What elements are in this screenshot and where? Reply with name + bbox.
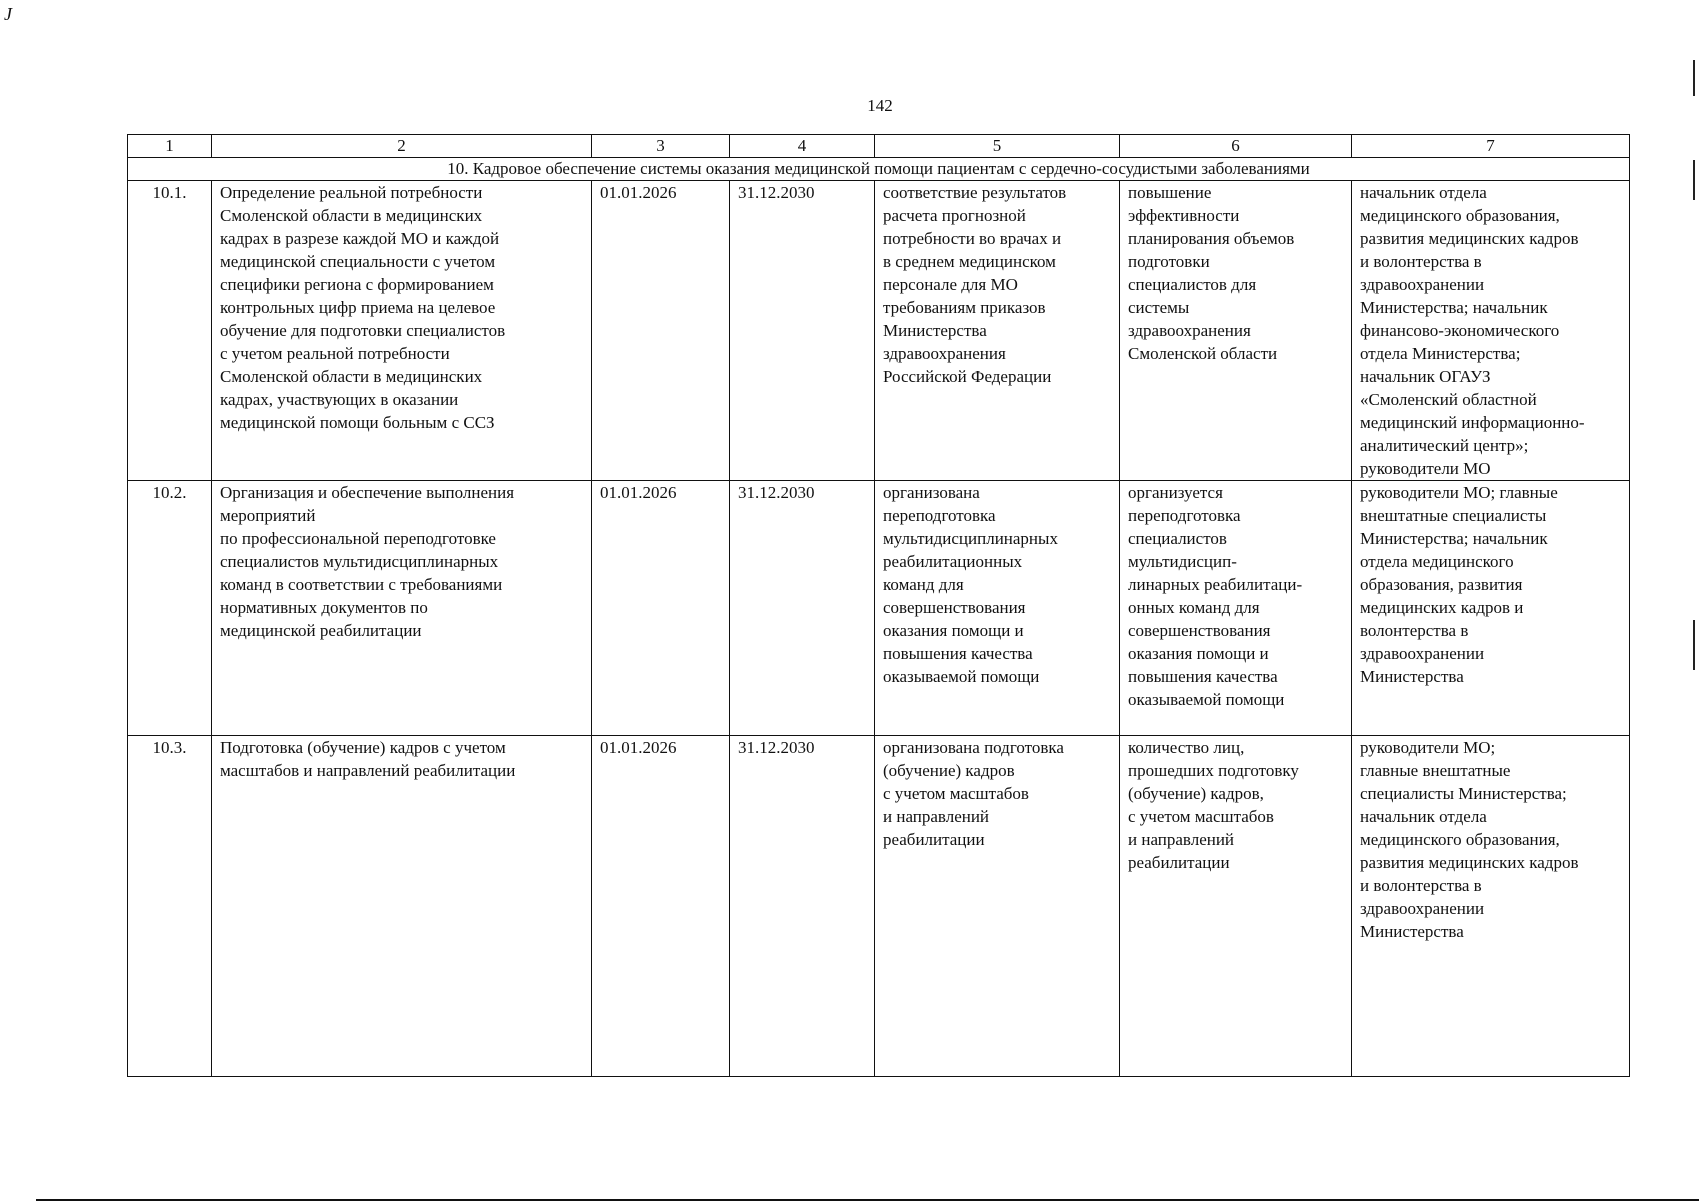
- corner-mark: J: [4, 4, 12, 24]
- activity-cell: Подготовка (обучение) кадров с учетом масштабов и направлений реабилитации: [212, 736, 592, 1077]
- table-row: [128, 181, 1630, 481]
- end-date-cell: 31.12.2030: [730, 481, 875, 736]
- edge-mark-top: [1693, 60, 1695, 96]
- section-row: [128, 158, 1630, 181]
- column-number: 1: [128, 135, 212, 158]
- table-row: [128, 481, 1630, 736]
- start-date-cell: 01.01.2026: [592, 736, 730, 1077]
- row-number: 10.3.: [128, 736, 212, 1077]
- row-number: 10.2.: [128, 481, 212, 736]
- indicator-cell: организуется переподготовка специалистов мультидисцип- линарных реабилитаци- онных команд для совершенствования оказания помощи и повышения качества оказываемой помощи: [1120, 481, 1352, 736]
- result-cell: организована подготовка (обучение) кадров с учетом масштабов и направлений реабилитации: [875, 736, 1120, 1077]
- indicator-cell: повышение эффективности планирования объемов подготовки специалистов для системы здравоохранения Смоленской области: [1120, 181, 1352, 481]
- start-date-cell: 01.01.2026: [592, 481, 730, 736]
- section-title: 10. Кадровое обеспечение системы оказания медицинской помощи пациентам с сердечно-сосудистыми заболеваниями: [128, 158, 1630, 181]
- indicator-cell: количество лиц, прошедших подготовку (обучение) кадров, с учетом масштабов и направлений реабилитации: [1120, 736, 1352, 1077]
- column-number: 5: [875, 135, 1120, 158]
- activity-cell: Определение реальной потребности Смоленской области в медицинских кадрах в разрезе каждой МО и каждой медицинской специальности с учетом специфики региона с формированием контрольных цифр приема на целевое обучение для подготовки специалистов с учетом реальной потребности Смоленской области в медицинских кадрах, участвующих в оказании медицинской помощи больным с ССЗ: [212, 181, 592, 481]
- activities-table: [127, 134, 1630, 1077]
- column-number: 7: [1352, 135, 1630, 158]
- column-number: 2: [212, 135, 592, 158]
- edge-mark-middle: [1693, 160, 1695, 200]
- table-row: [128, 736, 1630, 1077]
- result-cell: соответствие результатов расчета прогнозной потребности во врачах и в среднем медицинском персонале для МО требованиям приказов Министерства здравоохранения Российской Федерации: [875, 181, 1120, 481]
- start-date-cell: 01.01.2026: [592, 181, 730, 481]
- column-number: 4: [730, 135, 875, 158]
- column-number-row: [128, 135, 1630, 158]
- column-number: 3: [592, 135, 730, 158]
- end-date-cell: 31.12.2030: [730, 181, 875, 481]
- responsible-cell: руководители МО; главные внештатные специалисты Министерства; начальник отдела медицинского образования, развития медицинских кадров и волонтерства в здравоохранении Министерства: [1352, 736, 1630, 1077]
- page-number: 142: [867, 96, 893, 115]
- row-number: 10.1.: [128, 181, 212, 481]
- responsible-cell: начальник отдела медицинского образования, развития медицинских кадров и волонтерства в здравоохранении Министерства; начальник финансово-экономического отдела Министерства; начальник ОГАУЗ «Смоленский областной медицинский информационно- аналитический центр»; руководители МО: [1352, 181, 1630, 481]
- responsible-cell: руководители МО; главные внештатные специалисты Министерства; начальник отдела медицинского образования, развития медицинских кадров и волонтерства в здравоохранении Министерства: [1352, 481, 1630, 736]
- column-number: 6: [1120, 135, 1352, 158]
- edge-mark-lower: [1693, 620, 1695, 670]
- activity-cell: Организация и обеспечение выполнения мероприятий по профессиональной переподготовке специалистов мультидисциплинарных команд в соответствии с требованиями нормативных документов по медицинской реабилитации: [212, 481, 592, 736]
- result-cell: организована переподготовка мультидисциплинарных реабилитационных команд для совершенствования оказания помощи и повышения качества оказываемой помощи: [875, 481, 1120, 736]
- end-date-cell: 31.12.2030: [730, 736, 875, 1077]
